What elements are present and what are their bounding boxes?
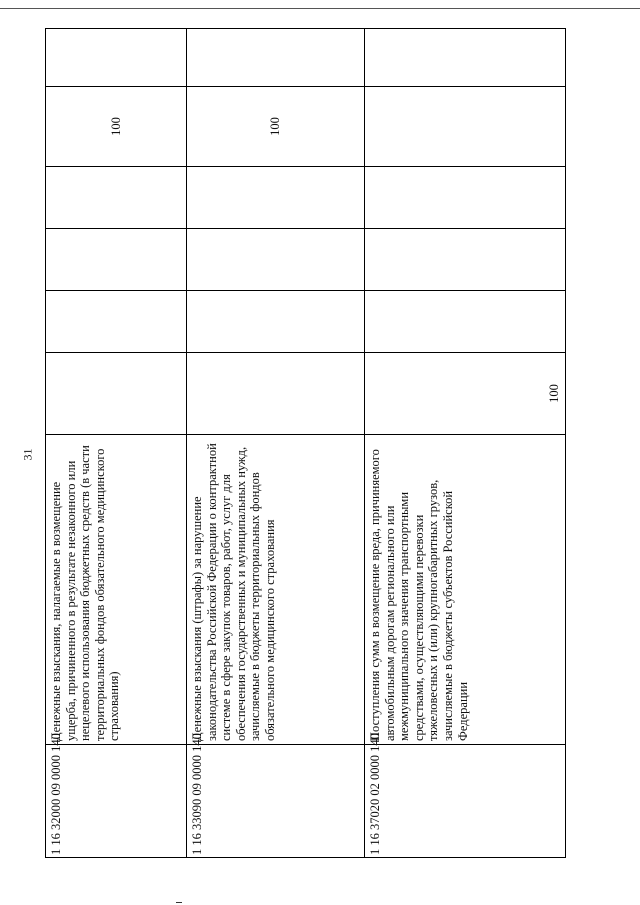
- table-row: [46, 29, 187, 858]
- row-code: 1 16 33090 09 0000 140: [187, 745, 365, 858]
- row-description: Денежные взыскания, налагаемые в возмещение ущерба, причиненного в результате незаконного или нецелевого использования бюджетных средств (в части территориальных фондов обязательного медицинского страхования): [46, 435, 187, 745]
- table-row: [365, 29, 566, 858]
- row-description: Денежные взыскания (штрафы) за нарушение законодательства Российской Федерации о контрактной системе в сфере закупок товаров, работ, услуг для обеспечения государственных и муниципальных нужд, зачисляемые в бюджеты территориальных фондов обязательного медицинского страхования: [187, 435, 365, 745]
- row-value: [187, 291, 365, 353]
- row-value: 100: [46, 87, 187, 167]
- row-value: [365, 167, 566, 229]
- row-value: [46, 29, 187, 87]
- row-value: [187, 229, 365, 291]
- rotated-table-wrapper: [45, 29, 565, 858]
- row-value: 100: [187, 87, 365, 167]
- row-value: [187, 29, 365, 87]
- row-value: [46, 353, 187, 435]
- row-value: [365, 87, 566, 167]
- row-value: 100: [365, 353, 566, 435]
- row-value: [187, 167, 365, 229]
- scan-edge-line: [0, 8, 640, 9]
- budget-table: [45, 28, 566, 858]
- row-value: [365, 229, 566, 291]
- row-value: [187, 353, 365, 435]
- row-description: Поступления сумм в возмещение вреда, причиняемого автомобильным дорогам регионального или межмуниципального значения транспортными средствами, осуществляющими перевозки тяжеловесных и (или) крупногабаритных грузов, зачисляемые в бюджеты субъектов Российской Федерации: [365, 435, 566, 745]
- table-row: [187, 29, 365, 858]
- row-value: [365, 291, 566, 353]
- page-number: 31: [20, 448, 35, 461]
- scan-mark: [176, 902, 182, 903]
- row-code: 1 16 37020 02 0000 140: [365, 745, 566, 858]
- row-value: [46, 229, 187, 291]
- row-value: [46, 291, 187, 353]
- row-value: [365, 29, 566, 87]
- row-value: [46, 167, 187, 229]
- row-code: 1 16 32000 09 0000 140: [46, 745, 187, 858]
